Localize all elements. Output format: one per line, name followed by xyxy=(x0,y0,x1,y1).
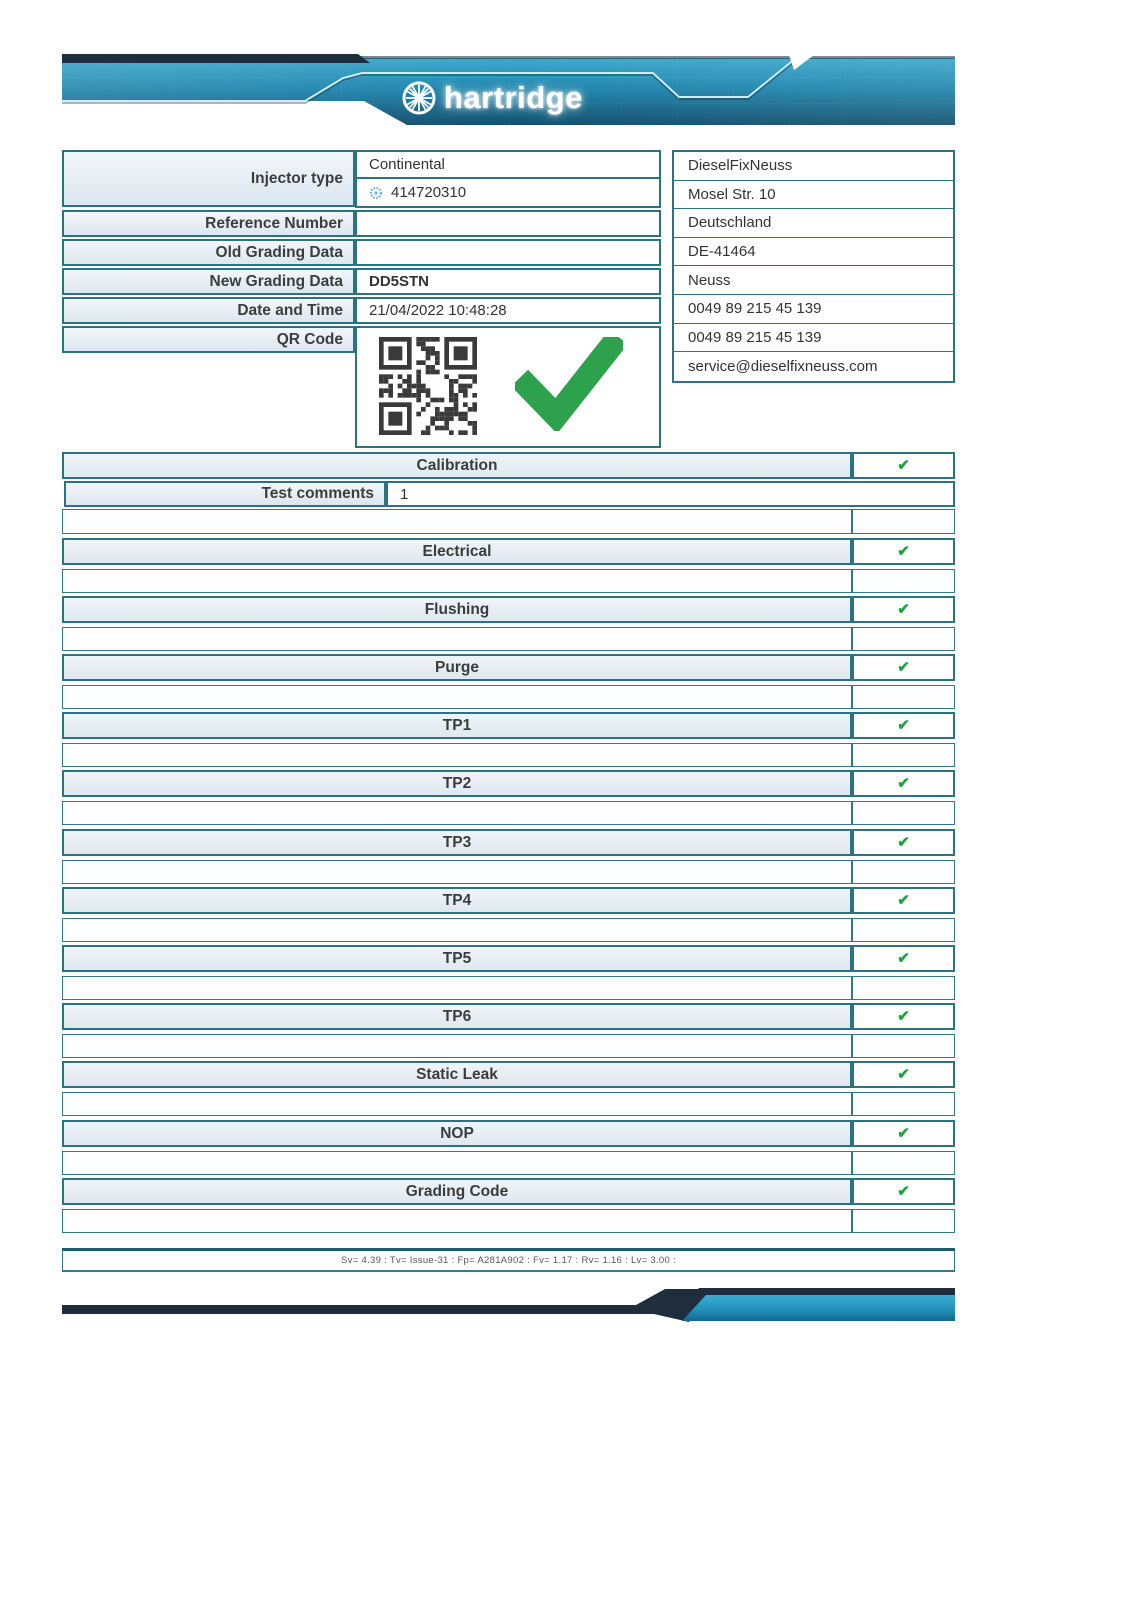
section-tp5: TP5 xyxy=(62,945,852,972)
spacer-row xyxy=(62,569,852,593)
new-grading-data-value: DD5STN xyxy=(355,268,661,295)
section-static-leak: Static Leak xyxy=(62,1061,852,1088)
section-tp4: TP4 xyxy=(62,887,852,914)
nop-pass-check-icon: ✔ xyxy=(852,1120,955,1147)
purge-pass-check-icon: ✔ xyxy=(852,654,955,681)
spacer-row xyxy=(852,627,955,651)
tp3-pass-check-icon: ✔ xyxy=(852,829,955,856)
tp2-pass-check-icon: ✔ xyxy=(852,770,955,797)
qr-pass-check-icon xyxy=(515,337,623,431)
spacer-row xyxy=(62,627,852,651)
spacer-row xyxy=(852,801,955,825)
section-tp3: TP3 xyxy=(62,829,852,856)
wheel-logo-icon xyxy=(400,79,438,117)
tp6-pass-check-icon: ✔ xyxy=(852,1003,955,1030)
spacer-row xyxy=(852,860,955,884)
spacer-row xyxy=(852,743,955,767)
section-calibration: Calibration xyxy=(62,452,852,479)
spacer-row xyxy=(852,1209,955,1233)
test-comments-value: 1 xyxy=(386,481,955,507)
injector-part-row xyxy=(355,177,661,208)
tp1-pass-check-icon: ✔ xyxy=(852,712,955,739)
tp4-pass-check-icon: ✔ xyxy=(852,887,955,914)
spacer-row xyxy=(852,1151,955,1175)
new-grading-data-label: New Grading Data xyxy=(62,268,355,295)
injector-make-value: Continental xyxy=(355,150,661,179)
spacer-row xyxy=(62,1034,852,1058)
section-purge: Purge xyxy=(62,654,852,681)
footer-banner-shape xyxy=(62,1288,955,1322)
spacer-row xyxy=(852,569,955,593)
section-tp2: TP2 xyxy=(62,770,852,797)
old-grading-data-label: Old Grading Data xyxy=(62,239,355,266)
date-time-label: Date and Time xyxy=(62,297,355,324)
spacer-row xyxy=(62,743,852,767)
hartridge-logo xyxy=(400,79,583,117)
spacer-row xyxy=(62,918,852,942)
spacer-row xyxy=(62,509,852,534)
spacer-row xyxy=(62,685,852,709)
static-leak-pass-check-icon: ✔ xyxy=(852,1061,955,1088)
spacer-row xyxy=(62,1092,852,1116)
address-phone: 0049 89 215 45 139 xyxy=(674,295,953,324)
section-tp1: TP1 xyxy=(62,712,852,739)
section-electrical: Electrical xyxy=(62,538,852,565)
address-email: service@dieselfixneuss.com xyxy=(688,357,878,375)
injector-part-number: 414720310 xyxy=(391,184,467,201)
spacer-row xyxy=(852,509,955,534)
spacer-row xyxy=(62,801,852,825)
injector-part-icon xyxy=(369,186,383,200)
test-comments-label: Test comments xyxy=(64,481,386,507)
address-phone: 0049 89 215 45 139 xyxy=(674,324,953,353)
qr-code-cell xyxy=(355,326,661,448)
customer-address-block xyxy=(672,150,955,383)
address-line: Mosel Str. 10 xyxy=(674,181,953,210)
tp5-pass-check-icon: ✔ xyxy=(852,945,955,972)
version-footer xyxy=(62,1248,955,1272)
spacer-row xyxy=(852,918,955,942)
date-time-value: 21/04/2022 10:48:28 xyxy=(355,297,661,324)
flushing-pass-check-icon: ✔ xyxy=(852,596,955,623)
qr-code xyxy=(379,337,477,435)
version-line: Sv= 4.39 : Tv= Issue-31 : Fp= A281A902 : Fv= 1.17 : Rv= 1.16 : Lv= 3.00 : xyxy=(341,1255,676,1266)
section-grading-code: Grading Code xyxy=(62,1178,852,1205)
spacer-row xyxy=(62,976,852,1000)
injector-type-label: Injector type xyxy=(62,150,355,207)
address-line: Neuss xyxy=(674,266,953,295)
reference-number-label: Reference Number xyxy=(62,210,355,237)
brand-name: hartridge xyxy=(444,80,583,115)
spacer-row xyxy=(852,976,955,1000)
spacer-row xyxy=(852,1092,955,1116)
calibration-pass-check-icon: ✔ xyxy=(852,452,955,479)
spacer-row xyxy=(852,1034,955,1058)
grading-code-pass-check-icon: ✔ xyxy=(852,1178,955,1205)
spacer-row xyxy=(62,1209,852,1233)
section-flushing: Flushing xyxy=(62,596,852,623)
header-banner xyxy=(62,52,955,127)
footer-banner xyxy=(62,1288,955,1322)
reference-number-value xyxy=(355,210,661,237)
electrical-pass-check-icon: ✔ xyxy=(852,538,955,565)
spacer-row xyxy=(62,1151,852,1175)
section-tp6: TP6 xyxy=(62,1003,852,1030)
address-line: Deutschland xyxy=(674,209,953,238)
spacer-row xyxy=(852,685,955,709)
address-line: DE-41464 xyxy=(674,238,953,267)
qr-code-label: QR Code xyxy=(62,326,355,353)
section-nop: NOP xyxy=(62,1120,852,1147)
old-grading-data-value xyxy=(355,239,661,266)
spacer-row xyxy=(62,860,852,884)
address-line: DieselFixNeuss xyxy=(674,152,953,181)
